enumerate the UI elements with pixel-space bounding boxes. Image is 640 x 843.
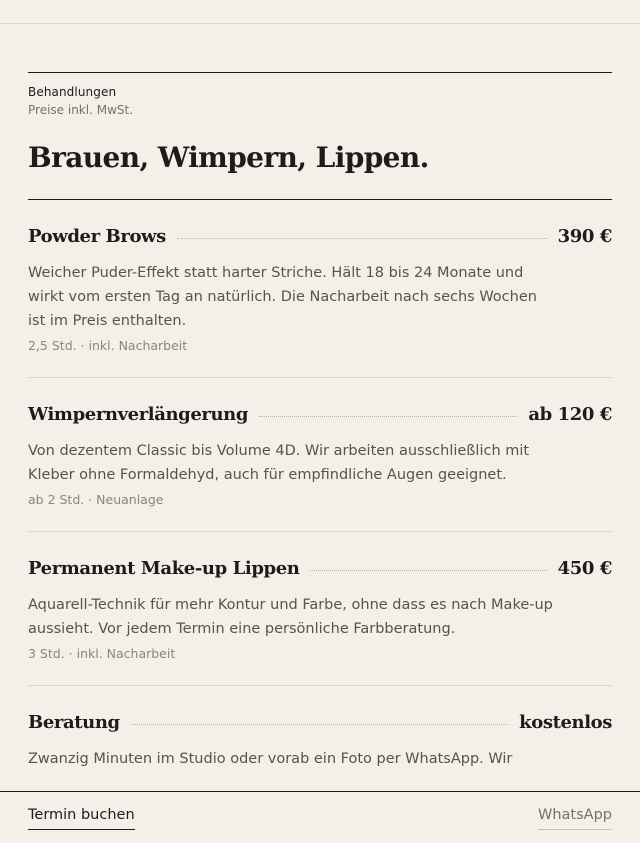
dotted-leader: [310, 570, 546, 571]
price-note: Preise inkl. MwSt.: [28, 103, 134, 117]
dotted-leader: [177, 238, 547, 239]
service-name: Wimpernverlängerung: [28, 403, 249, 425]
page-title: Brauen, Wimpern, Lippen.: [28, 141, 429, 174]
service-name: Permanent Make-up Lippen: [28, 557, 300, 579]
bottom-action-bar: [0, 791, 640, 843]
dotted-leader: [131, 724, 508, 725]
service-description: Aquarell-Technik für mehr Kontur und Farbe, ohne dass es nach Make-up aussieht. Vor jedem Termin eine persönliche Farbberatung.: [28, 596, 553, 637]
service-meta: ab 2 Std. · Neuanlage: [28, 491, 164, 507]
service-description: Zwanzig Minuten im Studio oder vorab ein Foto per WhatsApp. Wir: [28, 750, 513, 767]
service-price: 450 €: [557, 557, 612, 579]
book-appointment-button[interactable]: Termin buchen: [28, 807, 135, 830]
service-item-wimpernverlaengerung[interactable]: [28, 378, 612, 531]
service-name: Beratung: [28, 711, 120, 733]
service-price: 390 €: [557, 225, 612, 247]
section-top-rule: [28, 72, 612, 73]
service-description: Von dezentem Classic bis Volume 4D. Wir arbeiten ausschließlich mit Kleber ohne Formaldehyd, auch für empfindliche Augen geeignet.: [28, 442, 530, 483]
service-name: Powder Brows: [28, 225, 166, 247]
whatsapp-link[interactable]: WhatsApp: [538, 807, 612, 830]
service-meta: 2,5 Std. · inkl. Nacharbeit: [28, 337, 188, 353]
section-label: Behandlungen: [28, 85, 117, 99]
service-item-powder-brows[interactable]: [28, 200, 612, 377]
service-item-lippen[interactable]: [28, 532, 612, 685]
service-description: Weicher Puder-Effekt statt harter Striche. Hält 18 bis 24 Monate und wirkt vom ersten Tag an natürlich. Die Nacharbeit nach sechs Wochen ist im Preis enthalten.: [28, 264, 537, 329]
service-price: kostenlos: [519, 711, 612, 733]
header-divider: [0, 23, 640, 24]
treatments-section: [28, 72, 612, 795]
service-price: ab 120 €: [528, 403, 612, 425]
service-meta: 3 Std. · inkl. Nacharbeit: [28, 645, 176, 661]
service-item-beratung[interactable]: [28, 686, 612, 795]
dotted-leader: [259, 416, 517, 417]
